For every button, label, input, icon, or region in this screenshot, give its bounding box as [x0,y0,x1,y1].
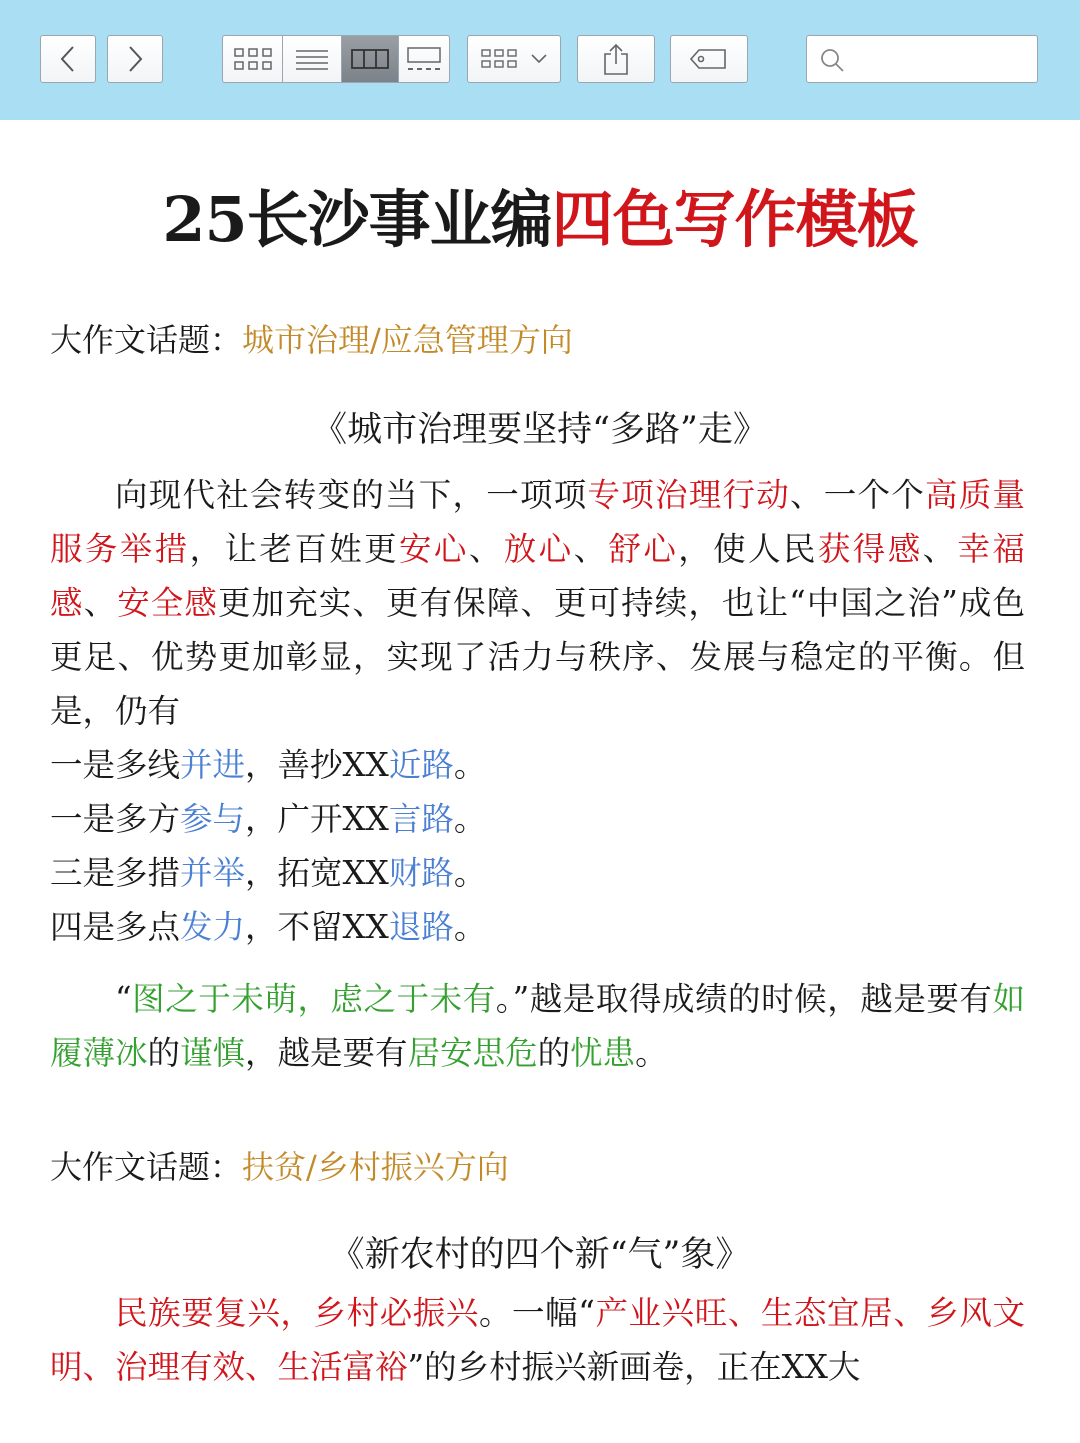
paragraph-1: 向现代社会转变的当下，一项项专项治理行动、一个个高质量服务举措，让老百姓更安心、放心、舒心，使人民获得感、幸福感、安全感更加充实、更有保障、更可持续，也让“中国之治”成色更足、优势更加彰显，实现了活力与秩序、发展与稳定的平衡。但是，仍有 [50,476,1025,730]
column-view-button[interactable] [341,35,398,83]
column-view-icon [350,47,390,71]
page-title: 25长沙事业编四色写作模板 [162,183,918,256]
point-line-3: 三是多措并举，拓宽XX财路。 [50,854,487,892]
search-input[interactable] [855,42,1034,78]
chevron-right-icon [125,44,145,74]
gallery-view-icon [405,45,443,73]
point-line-4: 四是多点发力，不留XX退路。 [50,908,487,946]
topic-line-2 [50,1145,509,1189]
list-view-icon [295,46,329,72]
share-icon [601,42,631,76]
grid-view-button[interactable] [222,35,282,83]
chevron-left-icon [58,44,78,74]
gallery-view-button[interactable] [398,35,450,83]
paragraph-3: 民族要复兴，乡村必振兴。一幅“产业兴旺、生态宜居、乡风文明、治理有效、生活富裕”的乡村振兴新画卷，正在XX大 [50,1294,1025,1386]
topic-value: 扶贫/乡村振兴方向 [242,1148,509,1186]
arrange-grid-icon [480,47,520,71]
paragraph-2: “图之于未萌，虑之于未有。”越是取得成绩的时候，越是要有如履薄冰的谨慎，越是要有居安思危的忧患。 [50,980,1025,1072]
tag-icon [689,47,729,71]
share-button[interactable] [577,35,655,83]
point-line-2: 一是多方参与，广开XX言路。 [50,800,487,838]
chevron-down-icon [530,52,548,66]
toolbar [0,0,1080,120]
list-view-button[interactable] [282,35,341,83]
topic-value: 城市治理/应急管理方向 [242,321,573,359]
tag-button[interactable] [670,35,748,83]
essay-title-2: 《新农村的四个新“气”象》 [329,1235,751,1275]
point-line-1: 一是多线并进，善抄XX近路。 [50,746,487,784]
forward-button[interactable] [107,35,163,83]
topic-label: 大作文话题： [50,1148,243,1186]
arrange-dropdown-button[interactable] [467,35,561,83]
grid-view-icon [233,46,273,72]
search-icon [819,47,845,73]
essay-title-1: 《城市治理要坚持“多路”走》 [312,410,768,450]
topic-label: 大作文话题： [50,321,243,359]
topic-line-1 [50,318,573,362]
search-box[interactable] [806,35,1038,83]
back-button[interactable] [40,35,96,83]
